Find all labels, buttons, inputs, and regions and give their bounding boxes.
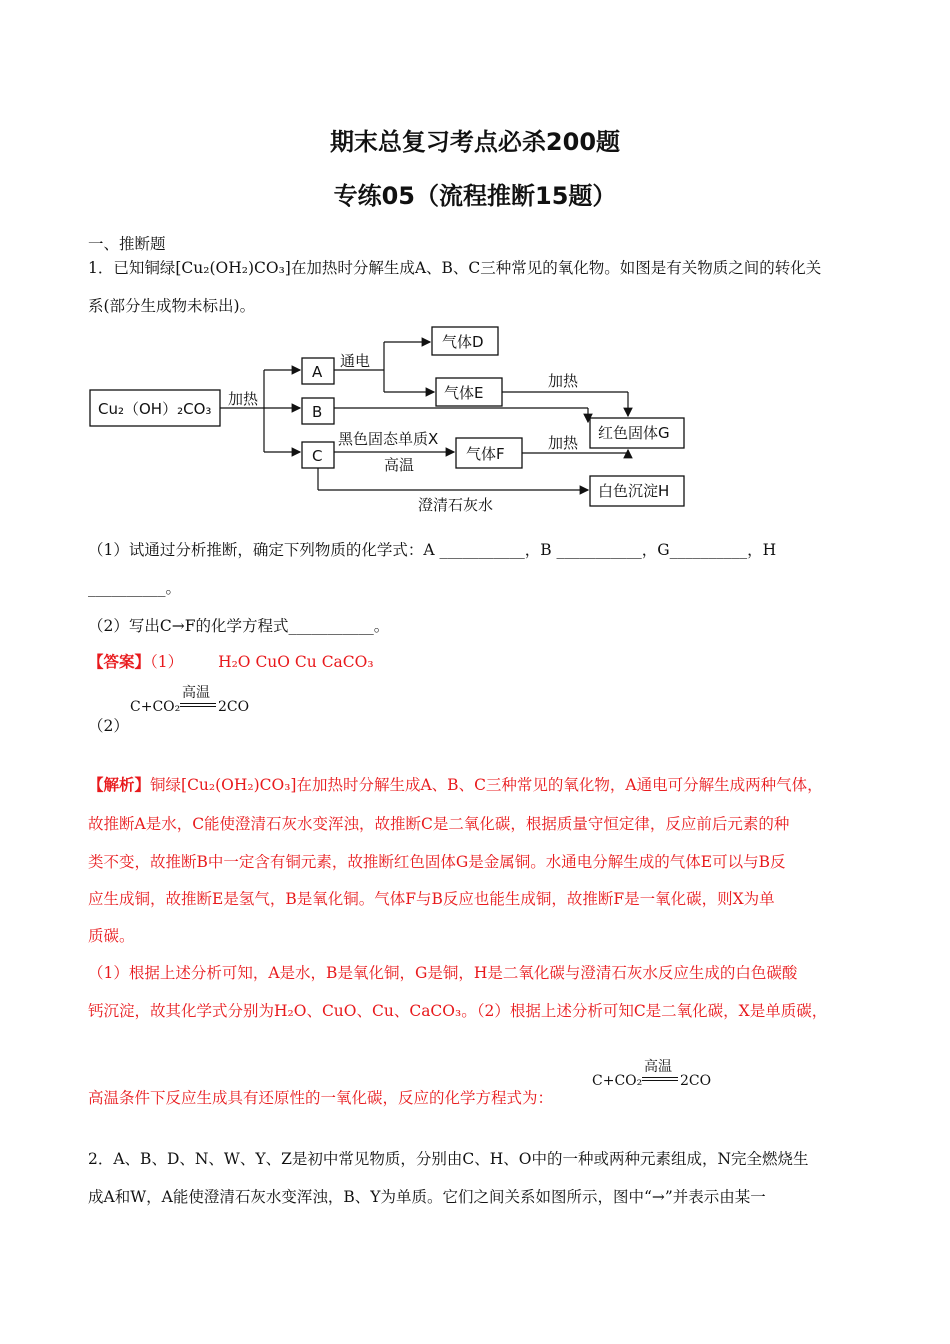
label-B: B [312,403,323,421]
label-gas-D: 气体D [442,333,484,351]
q1-part2: （2）写出C→F的化学方程式___________。 [88,617,390,635]
answer-1: H₂O CuO Cu CaCO₃ [218,653,374,671]
answer-row [88,650,374,672]
q2-line-1: 2．A、B、D、N、W、Y、Z是初中常见物质，分别由C、H、O中的一种或两种元素组成，N完全燃烧生 [88,1150,809,1168]
label-gas-F: 气体F [466,445,505,463]
analysis-line-5: 质碳。 [88,927,135,945]
section-heading: 一、推断题 [88,235,166,253]
analysis-line-8: 高温条件下反应生成具有还原性的一氧化碳，反应的化学方程式为： [88,1089,554,1107]
analysis-line-4: 应生成铜，故推断E是氢气，B是氧化铜。气体F与B反应也能生成铜，故推断F是一氧化碳，则X为单 [88,890,775,908]
eq2-left: C+CO₂ [592,1073,643,1089]
label-C: C [312,447,323,465]
analysis-equation [592,1056,732,1104]
analysis-text-1: 铜绿[Cu₂(OH₂)CO₃]在加热时分解生成A、B、C三种常见的氧化物，A通电可分解生成两种气体， [150,776,823,794]
label-limewater: 澄清石灰水 [418,496,494,514]
label-reagent-X: 黑色固态单质X [338,430,439,448]
answer-2-equation [130,682,270,730]
q1-part1-line-1: （1）试通过分析推断，确定下列物质的化学式：A ___________，B ___________，G__________，H [88,541,777,559]
answer-label: 【答案】 [88,652,151,671]
analysis-line-6: （1）根据上述分析可知，A是水，B是氧化铜，G是铜，H是二氧化碳与澄清石灰水反应生成的白色碳酸 [88,964,798,982]
q1-part1-line-2: __________。 [88,579,182,597]
label-electrolysis: 通电 [340,352,371,370]
label-A: A [312,363,323,381]
label-heat-3: 加热 [548,434,579,452]
label-high-temp: 高温 [384,456,415,474]
answer-1-num: （1） [150,653,184,671]
label-heat: 加热 [228,390,259,408]
q1-stem-line-1: 1．已知铜绿[Cu₂(OH₂)CO₃]在加热时分解生成A、B、C三种常见的氧化物。如图是有关物质之间的转化关 [88,259,822,277]
eq-right: 2CO [218,699,250,715]
eq-left: C+CO₂ [130,699,181,715]
q2-line-2: 成A和W，A能使澄清石灰水变浑浊，B、Y为单质。它们之间关系如图所示，图中“→”并表示由某一 [88,1188,766,1206]
document-subtitle: 专练05（流程推断15题） [333,182,617,210]
analysis-line-1 [88,773,823,795]
label-heat-2: 加热 [548,372,579,390]
label-gas-E: 气体E [444,384,484,402]
q1-stem-line-2: 系(部分生成物未标出)。 [88,297,256,315]
document-title: 期末总复习考点必杀200题 [329,128,621,156]
label-white-H: 白色沉淀H [598,482,670,500]
answer-2-num: （2） [88,717,129,735]
flow-diagram [88,322,708,522]
label-red-G: 红色固体G [598,424,670,442]
analysis-line-2: 故推断A是水，C能使澄清石灰水变浑浊，故推断C是二氧化碳，根据质量守恒定律，反应前后元素的种 [88,815,790,833]
label-source: Cu₂（OH）₂CO₃ [98,400,212,418]
analysis-line-3: 类不变，故推断B中一定含有铜元素，故推断红色固体G是金属铜。水通电分解生成的气体E可以与B反 [88,853,786,871]
eq2-condition: 高温 [644,1059,672,1075]
eq-condition: 高温 [182,685,210,701]
analysis-line-7: 钙沉淀，故其化学式分别为H₂O、CuO、Cu、CaCO₃。（2）根据上述分析可知C是二氧化碳，X是单质碳， [88,1002,828,1020]
analysis-label: 【解析】 [88,775,151,794]
eq2-right: 2CO [680,1073,712,1089]
